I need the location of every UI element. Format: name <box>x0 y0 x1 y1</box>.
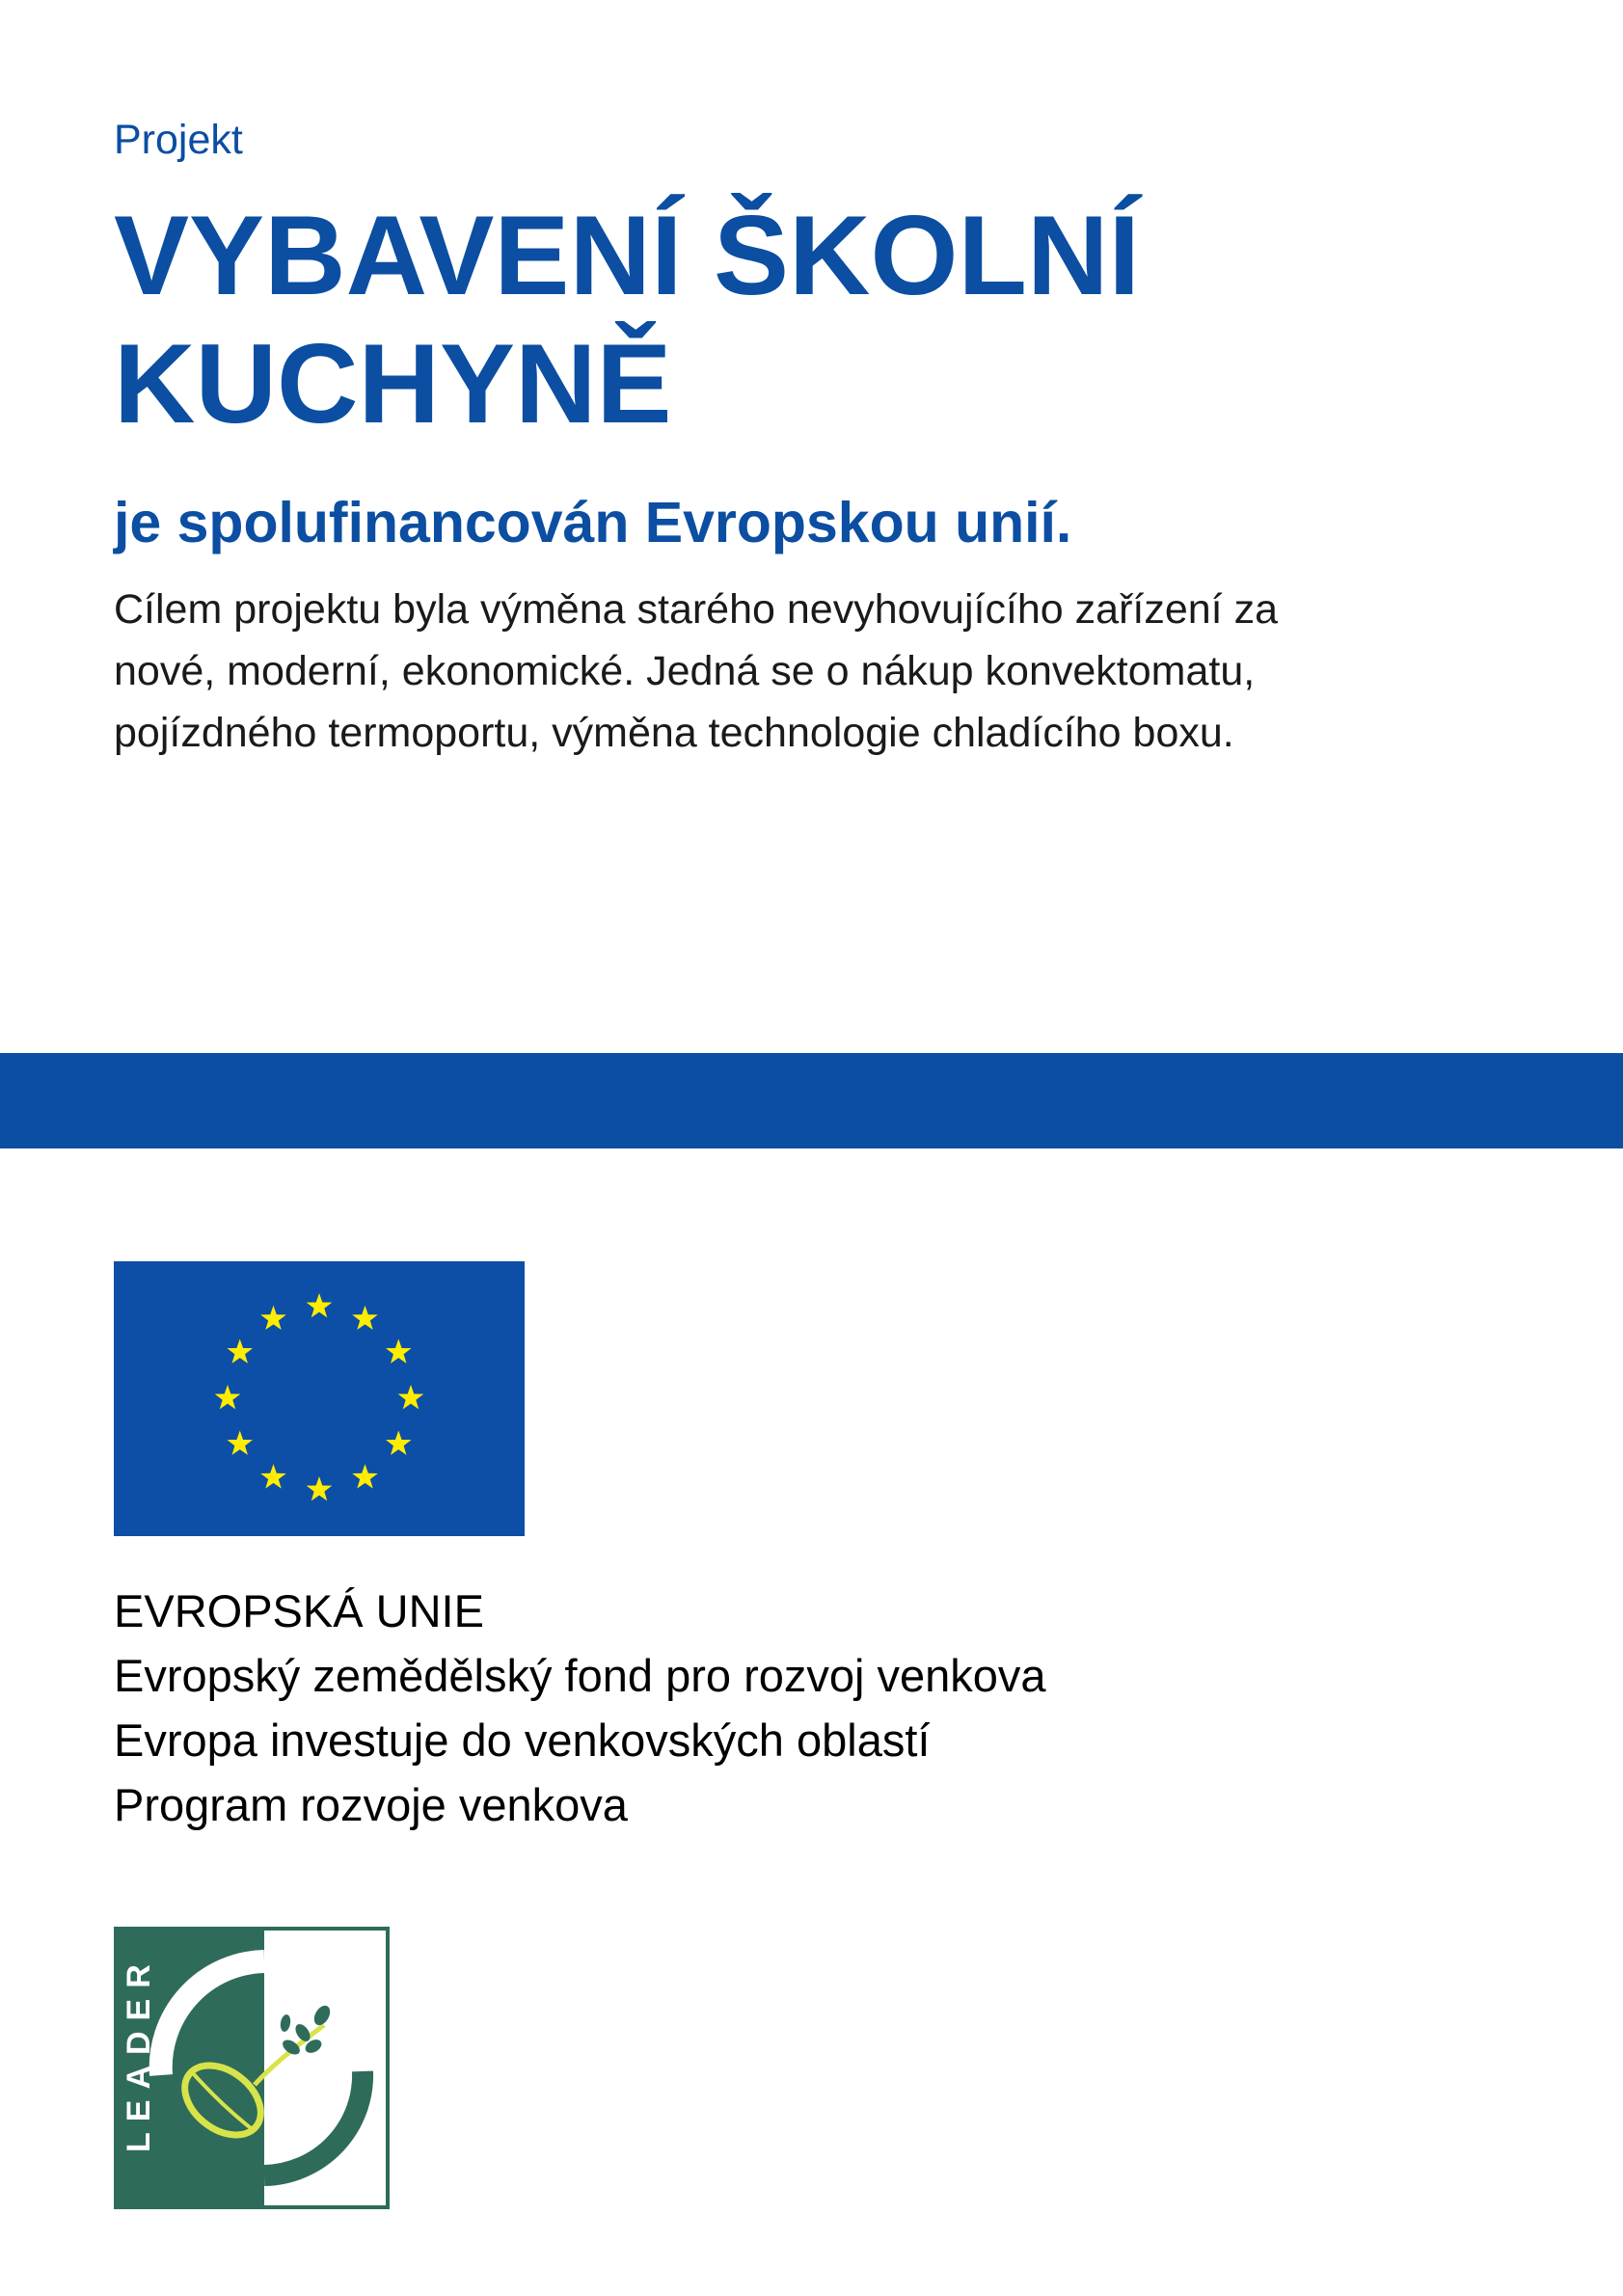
eu-line-union: EVROPSKÁ UNIE <box>114 1585 484 1636</box>
eu-funding-text <box>114 1579 1046 1837</box>
blue-band-divider <box>0 1053 1623 1148</box>
project-description <box>114 579 1560 764</box>
description-line: pojízdného termoportu, výměna technologie chladícího boxu. <box>114 710 1234 756</box>
project-label: Projekt <box>114 117 243 163</box>
eu-line-invests: Evropa investuje do venkovských oblastí <box>114 1715 931 1766</box>
project-title <box>114 191 1464 447</box>
leader-logo-text: LEADER <box>121 1954 157 2152</box>
leader-logo-icon <box>114 1927 390 2209</box>
project-title-line-2: KUCHYNĚ <box>114 320 672 446</box>
eu-flag-icon <box>114 1261 525 1536</box>
eu-line-fund: Evropský zemědělský fond pro rozvoj venkova <box>114 1650 1046 1701</box>
eu-line-program: Program rozvoje venkova <box>114 1779 628 1830</box>
description-line: nové, moderní, ekonomické. Jedná se o nákup konvektomatu, <box>114 648 1256 694</box>
project-title-line-1: VYBAVENÍ ŠKOLNÍ <box>114 192 1140 318</box>
description-line: Cílem projektu byla výměna starého nevyhovujícího zařízení za <box>114 586 1278 633</box>
cofinanced-statement: je spolufinancován Evropskou unií. <box>114 491 1072 554</box>
